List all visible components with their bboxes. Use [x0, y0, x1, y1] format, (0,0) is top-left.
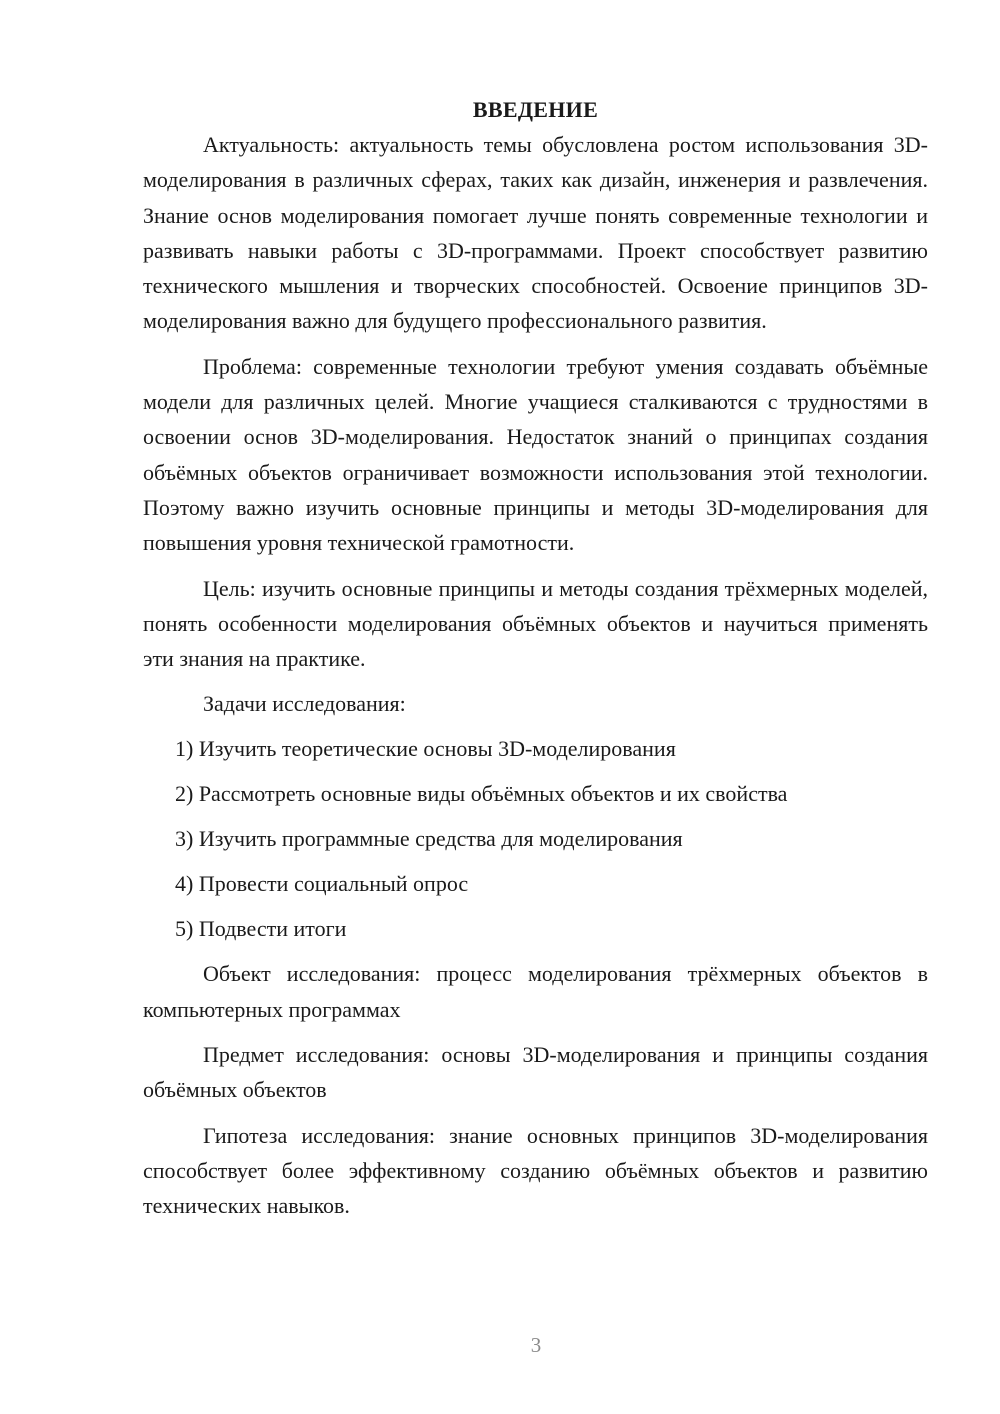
task-item: 5) Подвести итоги [175, 916, 347, 942]
task-item: 1) Изучить теоретические основы 3D-моделирования [175, 736, 676, 762]
subject-paragraph: Предмет исследования: основы 3D-моделирования и принципы создания объёмных объектов [143, 1042, 928, 1103]
page-number: 3 [530, 1333, 542, 1357]
task-item: 2) Рассмотреть основные виды объёмных объектов и их свойства [175, 781, 788, 807]
tasks-heading: Задачи исследования: [203, 691, 406, 717]
section-title: ВВЕДЕНИЕ [472, 97, 599, 122]
hypothesis-paragraph: Гипотеза исследования: знание основных принципов 3D-моделирования способствует более эффективному созданию объёмных объектов и развитию технических навыков. [143, 1122, 928, 1219]
tasks-list [143, 731, 928, 946]
object-paragraph: Объект исследования: процесс моделирования трёхмерных объектов в компьютерных программах [143, 961, 928, 1022]
task-item: 4) Провести социальный опрос [175, 871, 469, 897]
problem-paragraph: Проблема: современные технологии требуют умения создавать объёмные модели для различных целей. Многие учащиеся сталкиваются с трудностями в освоении основ 3D-моделирования. Недостаток знаний о принципах создания объёмных объектов ограничивает возможности использования этой технологии. Поэтому важно изучить основные принципы и методы 3D-моделирования для повышения уровня технической грамотности. [143, 353, 928, 556]
goal-paragraph: Цель: изучить основные принципы и методы создания трёхмерных моделей, понять особенности моделирования объёмных объектов и научиться применять эти знания на практике. [143, 575, 928, 672]
task-item: 3) Изучить программные средства для моделирования [175, 826, 683, 852]
document-page [143, 92, 928, 1234]
relevance-paragraph: Актуальность: актуальность темы обусловлена ростом использования 3D-моделирования в различных сферах, таких как дизайн, инженерия и развлечения. Знание основ моделирования помогает лучше понять современные технологии и развивать навыки работы с 3D-программами. Проект способствует развитию технического мышления и творческих способностей. Освоение принципов 3D-моделирования важно для будущего профессионального развития. [143, 132, 928, 334]
